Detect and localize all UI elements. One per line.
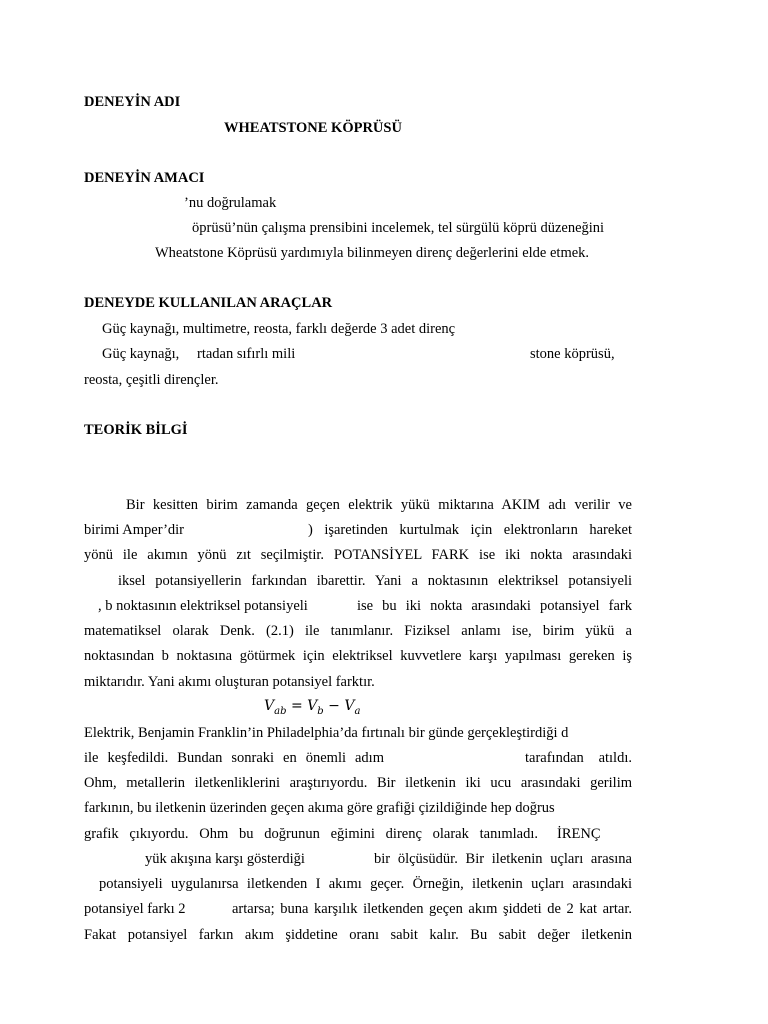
theory-line: İRENÇ [557, 826, 601, 842]
theory-line: grafik çıkıyordu. Ohm bu doğrunun eğimini direnç olarak tanımladı. [84, 826, 538, 842]
theory-line: yük akışına karşı gösterdiği [145, 851, 305, 867]
theory-line: , b noktasının elektriksel potansiyeli [98, 598, 308, 614]
theory-line: noktasından b noktasına götürmek için elektriksel kuvvetlere karşı yapılması gereken iş [84, 648, 632, 664]
purpose-line: ’nu doğrulamak [184, 195, 277, 211]
theory-line: potansiyel farkı 2 [84, 901, 186, 917]
theory-line: potansiyeli uygulanırsa iletkenden I akımı geçer. Örneğin, iletkenin uçları arasındaki [99, 876, 632, 892]
theory-line: Fakat potansiyel farkın akım şiddetine oranı sabit kalır. Bu sabit değer iletkenin [84, 927, 632, 943]
purpose-line: öprüsü’nün çalışma prensibini incelemek, tel sürgülü köprü düzeneğini [192, 220, 605, 236]
theory-line: Ohm, metallerin iletkenliklerini araştırıyordu. Bir iletkenin iki ucu arasındaki gerilim [84, 775, 632, 791]
experiment-title: WHEATSTONE KÖPRÜSÜ [224, 120, 402, 136]
tools-line: Güç kaynağı, multimetre, reosta, farklı değerde 3 adet direnç [102, 321, 456, 337]
theory-line: birimi Amper’dir [84, 522, 185, 538]
theory-line: tarafından atıldı. [525, 750, 632, 766]
theory-line: yönü ile akımın yönü zıt seçilmiştir. POTANSİYEL FARK ise iki nokta arasındaki [84, 547, 632, 563]
theory-line: Elektrik, Benjamin Franklin’in Philadelphia’da fırtınalı bir günde gerçekleştirdiği d [84, 725, 569, 741]
theory-line: bir ölçüsüdür. Bir iletkenin uçları arasına [374, 851, 632, 867]
tools-line: Güç kaynağı, [102, 346, 180, 362]
tools-line: stone köprüsü, [530, 346, 615, 362]
heading-tools: DENEYDE KULLANILAN ARAÇLAR [84, 295, 333, 311]
theory-line: artarsa; buna karşılık iletkenden geçen akım şiddeti de 2 kat artar. [232, 901, 632, 917]
theory-line: miktarıdır. Yani akımı oluşturan potansiyel farktır. [84, 674, 375, 690]
theory-line: ) işaretinden kurtulmak için elektronların hareket [308, 522, 632, 538]
heading-theory: TEORİK BİLGİ [84, 422, 188, 438]
theory-line: matematiksel olarak Denk. (2.1) ile tanımlanır. Fiziksel anlamı ise, birim yükü a [84, 623, 632, 639]
theory-line: ile keşfedildi. Bundan sonraki en önemli adım [84, 750, 384, 766]
heading-purpose: DENEYİN AMACI [84, 170, 205, 186]
theory-line: ise bu iki nokta arasındaki potansiyel fark [357, 598, 632, 614]
heading-experiment-name: DENEYİN ADI [84, 94, 181, 110]
tools-line: rtadan sıfırlı mili [197, 346, 296, 362]
equation-potential-difference: $V_{ab} = V_b - V_a$ [264, 698, 361, 717]
theory-line: farkının, bu iletkenin üzerinden geçen akıma göre grafiği çizildiğinde hep doğrus [84, 800, 555, 816]
theory-line: iksel potansiyellerin farkından ibarettir. Yani a noktasının elektriksel potansiyeli [118, 573, 632, 589]
theory-line: Bir kesitten birim zamanda geçen elektrik yükü miktarına AKIM adı verilir ve [126, 497, 632, 513]
tools-line: reosta, çeşitli dirençler. [84, 372, 219, 388]
purpose-line: Wheatstone Köprüsü yardımıyla bilinmeyen direnç değerlerini elde etmek. [155, 245, 590, 261]
